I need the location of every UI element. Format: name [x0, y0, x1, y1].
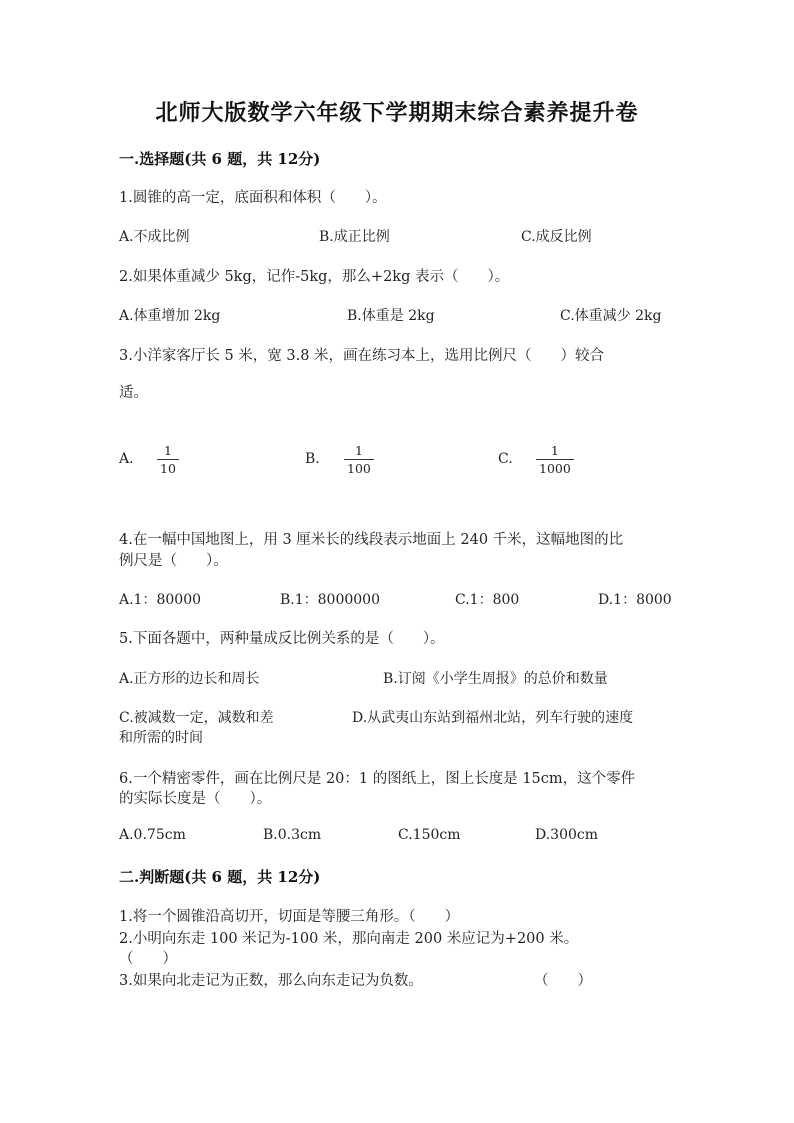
section-heading-judgement: 二.判断题(共 6 题，共 12分) [119, 868, 321, 886]
question-5-option-c: C.被减数一定，减数和差 [119, 710, 274, 726]
fraction-bar [157, 459, 179, 460]
question-4-stem-line1: 4.在一幅中国地图上，用 3 厘米长的线段表示地面上 240 千米，这幅地图的比 [119, 532, 624, 548]
question-5-stem: 5.下面各题中，两种量成反比例关系的是（ ）。 [119, 631, 445, 647]
question-6-option-c: C.150cm [398, 827, 461, 843]
question-6-option-b: B.0.3cm [263, 827, 322, 843]
question-3-stem-line1: 3.小洋家客厅长 5 米，宽 3.8 米，画在练习本上，选用比例尺（ ）较合 [119, 348, 605, 364]
question-4-option-a: A.1：80000 [119, 592, 202, 608]
fraction-numerator: 1 [163, 443, 172, 458]
question-5-option-b: B.订阅《小学生周报》的总价和数量 [383, 671, 608, 687]
question-6-option-d: D.300cm [535, 827, 599, 843]
question-3-option-c-label: C. [498, 451, 513, 467]
judgement-3-answer-blank: （ ） [534, 973, 592, 989]
question-3-option-b-fraction [344, 443, 374, 476]
question-2-option-a: A.体重增加 2kg [119, 308, 221, 324]
question-1-option-a: A.不成比例 [119, 229, 190, 245]
question-2-option-c: C.体重减少 2kg [560, 308, 662, 324]
question-2-stem: 2.如果体重减少 5kg，记作-5kg，那么+2kg 表示（ ）。 [119, 269, 510, 285]
question-4-stem-line2: 例尺是（ ）。 [119, 553, 228, 569]
judgement-2-line2: （ ） [119, 951, 177, 967]
question-1-option-b: B.成正比例 [319, 229, 390, 245]
question-3-stem-line2: 适。 [119, 385, 148, 401]
question-5-option-a: A.正方形的边长和周长 [119, 671, 260, 687]
question-6-option-a: A.0.75cm [119, 827, 186, 843]
question-4-option-c: C.1：800 [455, 592, 520, 608]
question-3-option-a-fraction [157, 443, 179, 476]
question-4-option-b: B.1：8000000 [280, 592, 380, 608]
judgement-3: 3.如果向北走记为正数，那么向东走记为负数。 [119, 973, 423, 989]
fraction-denominator: 100 [347, 461, 371, 476]
question-6-stem-line2: 的实际长度是（ ）。 [119, 791, 272, 807]
question-1-stem: 1.圆锥的高一定，底面积和体积（ ）。 [119, 190, 387, 206]
fraction-numerator: 1 [354, 443, 363, 458]
question-2-option-b: B.体重是 2kg [347, 308, 435, 324]
question-5-option-d-line1: D.从武夷山东站到福州北站，列车行驶的速度 [352, 710, 634, 726]
question-1-option-c: C.成反比例 [521, 229, 592, 245]
judgement-1: 1.将一个圆锥沿高切开，切面是等腰三角形。（ ） [119, 909, 460, 925]
fraction-denominator: 10 [160, 461, 176, 476]
question-4-option-d: D.1：8000 [598, 592, 672, 608]
judgement-2-line1: 2.小明向东走 100 米记为-100 米，那向南走 200 米应记为+200 米。 [119, 931, 579, 947]
section-heading-choice: 一.选择题(共 6 题，共 12分) [119, 150, 321, 168]
fraction-bar [344, 459, 374, 460]
fraction-denominator: 1000 [539, 461, 571, 476]
question-3-option-a-label: A. [119, 451, 134, 467]
question-6-stem-line1: 6.一个精密零件，画在比例尺是 20：1 的图纸上，图上长度是 15cm，这个零件 [119, 771, 636, 787]
question-3-option-b-label: B. [305, 451, 320, 467]
page-title: 北师大版数学六年级下学期期末综合素养提升卷 [155, 100, 639, 126]
question-5-option-d-line2: 和所需的时间 [119, 730, 203, 746]
question-3-option-c-fraction [536, 443, 574, 476]
fraction-bar [536, 459, 574, 460]
fraction-numerator: 1 [550, 443, 559, 458]
